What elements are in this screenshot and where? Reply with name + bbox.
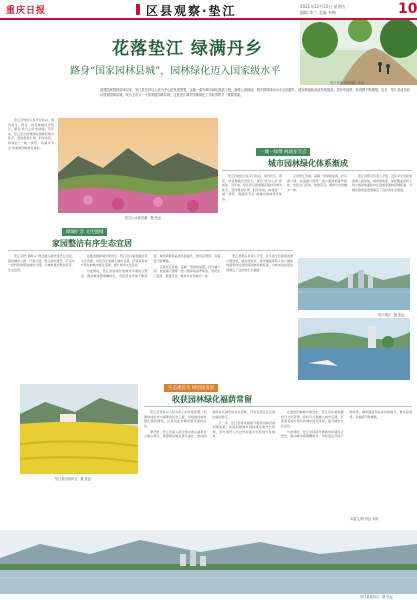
section2-title: 家园整洁有序生态宜居 (52, 239, 132, 248)
section2-paragraph: 垫江县相关负责人介绍，近年来全县新建改建公园绿地，城市绿地率、绿化覆盖率和人均公园绿地面积均达到国家园林县城标准，为城市高质量发展奠定了良好的生态基础。 (226, 254, 293, 272)
photo-city-river (298, 258, 410, 310)
section3-paragraph: 与此同时，垫江县持续开展城市环境综合整治，推动城市管理精细化，市民居住环境不断改善，城市颜值和品质持续提升，群众获得感、幸福感不断增强。 (281, 410, 412, 439)
section3-title: 收获园林绿化福荫常留 (172, 395, 252, 404)
section-marker (136, 4, 140, 15)
section3-paragraph: 据介绍，垫江县深入践行绿水青山就是金山银山理念，统筹推进城乡绿化美化，推动园林绿化从城市向乡村延伸，打造宜居宜业宜游的美丽垫江。 (144, 410, 275, 439)
section1-paragraph: 垫江县相关负责人介绍，近年来全县新建改建公园绿地，城市绿地率、绿化覆盖率和人均公园绿地面积均达到国家园林县城标准，为城市高质量发展奠定了良好的生态基础。 (352, 174, 412, 192)
date-line: 2021年12月10日 星期五 (300, 4, 346, 9)
page-subheadline: 路身“国家园林县城”，园林绿化迈入国家级水平 (70, 66, 281, 77)
section-title: 区县观察·垫江 (146, 4, 237, 18)
page-number: 10 (398, 1, 417, 17)
section3-paragraph: 下一步，垫江县将巩固提升国家园林县城创建成果，持续加强城市园林绿化建设与管理，努力建设人与自然和谐共生的现代化城市。 (212, 420, 275, 439)
photo-peony-hills (58, 118, 218, 213)
section2-rule (8, 250, 293, 251)
section1-paragraph: 垫江县地处川东平行岭谷，境内牡丹、荷花、桂花种植历史悠久，素有“牡丹之乡”的美誉。近年来，垫江县以创建国家园林县城为抓手，坚持规划引领、科学布局，构建起“一城一绿带、两湖多节点”的城市园林绿化体系。 (222, 174, 283, 201)
page-headline: 花落垫江 绿满丹乡 (112, 39, 263, 59)
section1-rule (222, 170, 412, 171)
photo-lake-park (298, 318, 410, 380)
section3-rule (144, 406, 412, 407)
section2-body (8, 254, 293, 374)
section1-body (222, 174, 412, 252)
photo-rapeseed-field (20, 384, 138, 474)
section3-photo-caption: 垫江县田园风光 · 摄 张远 (55, 477, 91, 481)
section2-kicker: 绿城扩容 文化强城 (62, 228, 107, 236)
section1-title: 城市园林绿化体系渐成 (268, 159, 348, 168)
section2-paragraph: 走进垫江县城，高峰一带绿树成荫，牡丹湖公园、桂溪湖公园等一批公园绿地星罗棋布，市民出门见绿、推窗见景，城市与自然融为一体。 (153, 264, 221, 278)
date-info (300, 4, 346, 16)
sidebar-paragraph: 垫江县地处川东平行岭谷，境内牡丹、荷花、桂花种植历史悠久，素有“牡丹之乡”的美誉。近年来，垫江县以创建国家园林县城为抓手，坚持规划引领、科学布局，构建起“一城一绿带、两湖多节点”的城市园林绿化体系。 (8, 118, 54, 150)
section3-paragraph: 垫江县坚持以人民为中心的发展思想，把园林绿化作为重要的民生工程，持续推进城市绿化提质增效，让绿色成为城市最亮丽的底色。 (144, 410, 207, 428)
section2-photo-caption: 垫江城区 · 摄 张远 (378, 313, 405, 317)
photo-bottom-panorama (0, 530, 417, 594)
section1-paragraph: 走进垫江县城，高峰一带绿树成荫，牡丹湖公园、桂溪湖公园等一批公园绿地星罗棋布，市民出门见绿、推窗见景，城市与自然融为一体。 (287, 174, 348, 192)
lead-sidebar-text (8, 118, 54, 218)
lead-paragraph: 创建国家园林县城以来，垫江县坚持以人民为中心的发展思想，实施一系列城市绿化提质工程，新增公园绿地，城市园林绿化水平全面提升，城市颜值和品质持续提高，居民幸福感、获得感不断增强。近日，垫江县成功获评国家园林县城，成为全市又一个国家级园林县城，这是垫江城市园林绿化工作取得的又一重要成果。 (100, 88, 410, 98)
section3-byline: 本版文/图 张远 刘邦 (350, 517, 379, 521)
hero-credit: 垫江县城 特约摄影 张远 (330, 81, 364, 85)
section3-kicker: 生态惠民生 绿园述发展 (164, 384, 218, 392)
section1-kicker: 一城一绿带 两湖多节点 (256, 148, 310, 156)
section2-paragraph: 垫江县把“园林+”理念融入城市建设全过程，推进城市公园、口袋公园、街头绿地建设，打造出一批特色鲜明的城市公园，让城市更加整洁有序、生态宜居。 (8, 254, 75, 272)
section3-paragraph: 在推进园林城市建设中，垫江县注重挖掘牡丹文化资源，将牡丹元素融入城市景观，打造具有地方特色的城市绿化景观，提升城市文化品位。 (281, 410, 344, 428)
section3-body (144, 410, 412, 522)
hero-photo-park-path (300, 20, 417, 85)
bottom-photo-caption: 垫江县城风光 · 摄 张远 (360, 595, 393, 599)
newspaper-logo: 重庆日报 (6, 6, 47, 16)
editor-line: 编辑 李兰 美编 李梅 (300, 10, 336, 15)
section1-photo-caption: 垫江山水林田湖 · 摄 张远 (125, 216, 161, 220)
section2-paragraph: 与此同时，垫江县持续开展城市环境综合整治，推动城市管理精细化，市民居住环境不断改善，城市颜值和品质持续提升，群众获得感、幸福感不断增强。 (80, 254, 221, 278)
section2-paragraph: 在推进园林城市建设中，垫江县注重挖掘牡丹文化资源，将牡丹元素融入城市景观，打造具有地方特色的城市绿化景观，提升城市文化品位。 (80, 254, 148, 268)
